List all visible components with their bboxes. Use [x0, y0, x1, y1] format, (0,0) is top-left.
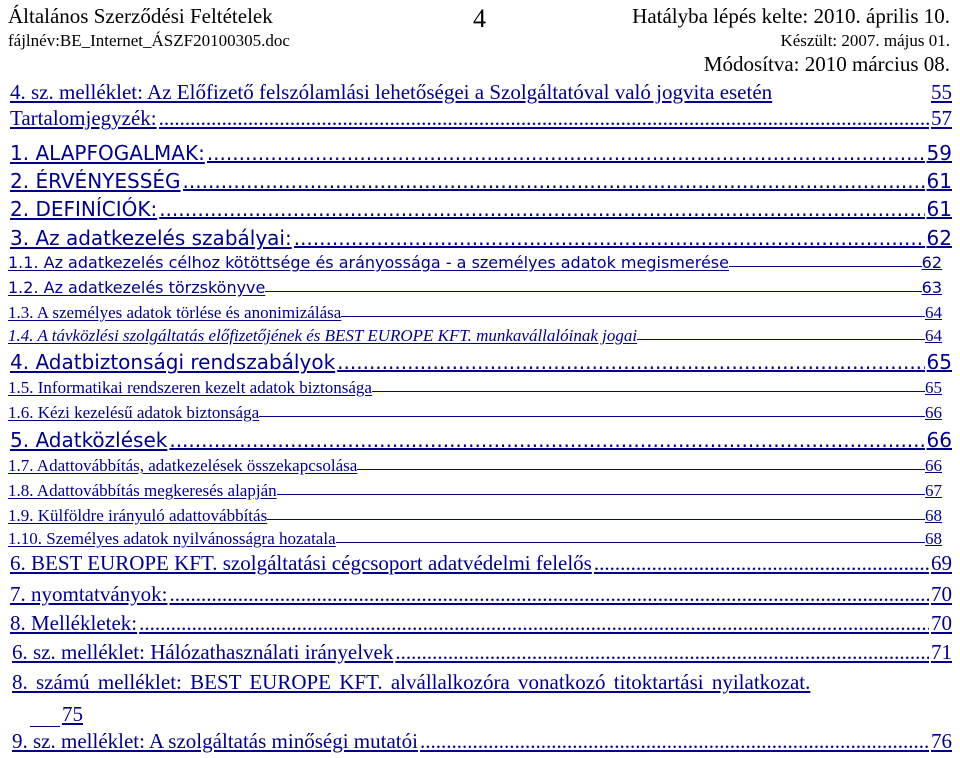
- toc-entry-page: 71: [931, 640, 952, 664]
- document-title: Általános Szerződési Feltételek: [8, 4, 273, 28]
- toc-entry-title: 1.7. Adattovábbítás, adatkezelések összekapcsolása: [8, 456, 358, 475]
- toc-entry[interactable]: [0, 530, 960, 547]
- toc-entry[interactable]: [0, 82, 960, 103]
- toc-entry-page: 66: [925, 403, 942, 422]
- toc-entry-page: 61: [926, 197, 952, 221]
- toc-entry-title: 9. sz. melléklet: A szolgáltatás minőségi mutatói: [12, 729, 418, 753]
- toc-entry-title: 2. ÉRVÉNYESSÉG: [10, 169, 181, 193]
- toc-leader-dots: [183, 171, 925, 191]
- toc-leader-dots: [294, 228, 925, 248]
- toc-entry[interactable]: [0, 613, 960, 634]
- toc-entry-title: 1.3. A személyes adatok törlése és anonimizálása: [8, 303, 342, 322]
- toc-entry-title: 6. sz. melléklet: Hálózathasználati irányelvek: [12, 640, 394, 664]
- toc-entry-page: 64: [925, 303, 942, 322]
- toc-entry[interactable]: [0, 404, 960, 421]
- toc-entry-title: 1.9. Külföldre irányuló adattovábbítás: [8, 506, 268, 525]
- toc-entry-page: 70: [931, 582, 952, 606]
- toc-entry[interactable]: [0, 482, 960, 499]
- toc-entry-page: 70: [931, 611, 952, 635]
- toc-entry-page: 55: [931, 80, 952, 104]
- toc-leader-dots: [159, 199, 924, 219]
- toc-leader-line: [30, 726, 60, 727]
- toc-entry-page: 75: [62, 702, 83, 726]
- toc-entry-page: 68: [925, 529, 942, 548]
- toc-entry-page: 63: [921, 278, 942, 297]
- toc-entry-title: 8. Mellékletek:: [10, 611, 138, 635]
- toc-entry[interactable]: [0, 379, 960, 396]
- toc-entry-page-wrapped[interactable]: [30, 702, 83, 727]
- toc-entry[interactable]: [0, 584, 960, 605]
- created-date: Készült: 2007. május 01.: [780, 31, 950, 50]
- toc-entry[interactable]: [0, 672, 960, 693]
- toc-entry-title: 2. DEFINÍCIÓK:: [10, 197, 158, 221]
- toc-entry-page: 61: [926, 169, 952, 193]
- toc-entry-page: 67: [925, 481, 942, 500]
- toc-entry[interactable]: [0, 228, 960, 248]
- toc-entry-title: 4. sz. melléklet: Az Előfizető felszólamlási lehetőségei a Szolgáltatóval való jogvita esetén: [10, 80, 773, 104]
- toc-entry-page: 64: [925, 326, 942, 345]
- toc-entry-title: Tartalomjegyzék:: [10, 106, 157, 130]
- toc-leader-dots: [395, 642, 929, 663]
- toc-entry-title: 1. ALAPFOGALMAK:: [10, 141, 205, 165]
- toc-leader-dots: [337, 352, 924, 372]
- toc-entry[interactable]: [0, 280, 960, 296]
- toc-entry[interactable]: [0, 143, 960, 163]
- toc-entry[interactable]: [0, 304, 960, 321]
- toc-entry-title: 1.4. A távközlési szolgáltatás előfizetőjének és BEST EUROPE KFT. munkavállalóinak jogai: [8, 326, 638, 345]
- toc-entry-page: 62: [926, 226, 952, 250]
- toc-entry-page: 65: [925, 378, 942, 397]
- toc-entry-title: 1.6. Kézi kezelésű adatok biztonsága: [8, 403, 260, 422]
- toc-entry-page: 76: [931, 729, 952, 753]
- toc-entry-title: 1.2. Az adatkezelés törzskönyve: [8, 278, 266, 297]
- toc-entry-page: 65: [926, 350, 952, 374]
- toc-entry-title: 5. Adatközlések: [10, 428, 168, 452]
- toc-entry-title: 4. Adatbiztonsági rendszabályok: [10, 350, 336, 374]
- toc-entry[interactable]: [0, 255, 960, 271]
- toc-entry-page: 68: [925, 506, 942, 525]
- toc-entry[interactable]: [0, 457, 960, 474]
- toc-entry-title: 1.5. Informatikai rendszeren kezelt adatok biztonsága: [8, 378, 372, 397]
- toc-entry-title: 7. nyomtatványok:: [10, 582, 168, 606]
- toc-entry[interactable]: [0, 327, 960, 344]
- toc-entry[interactable]: [0, 108, 960, 129]
- effective-date: Hatályba lépés kelte: 2010. április 10.: [632, 4, 950, 28]
- modified-date: Módosítva: 2010 március 08.: [703, 52, 950, 76]
- toc-entry[interactable]: [0, 199, 960, 219]
- page-number: 4: [473, 4, 486, 33]
- toc-entry-page: 69: [931, 551, 952, 575]
- toc-leader-dots: [169, 430, 924, 450]
- toc-entry[interactable]: [0, 507, 960, 524]
- toc-leader-dots: [420, 731, 929, 752]
- toc-entry[interactable]: [0, 171, 960, 191]
- toc-entry-page: 66: [926, 428, 952, 452]
- toc-entry[interactable]: [0, 553, 960, 574]
- toc-entry[interactable]: [0, 430, 960, 450]
- toc-leader-dots: [139, 613, 929, 634]
- toc-leader-dots: [159, 108, 929, 129]
- toc-entry-page: 66: [925, 456, 942, 475]
- toc-leader-dots: [594, 553, 929, 574]
- toc-entry-title: 1.1. Az adatkezelés célhoz kötöttsége és arányossága - a személyes adatok megismerése: [8, 253, 729, 272]
- toc-leader-dots: [207, 143, 925, 163]
- toc-leader-dots: [169, 584, 929, 605]
- toc-entry-title: 8. számú melléklet: BEST EUROPE KFT. alvállalkozóra vonatkozó titoktartási nyilatkozat.: [12, 670, 811, 694]
- file-name: fájlnév:BE_Internet_ÁSZF20100305.doc: [8, 31, 290, 50]
- toc-entry[interactable]: [0, 642, 960, 663]
- toc-entry-page: 62: [921, 253, 942, 272]
- toc-entry-page: 59: [926, 141, 952, 165]
- toc-entry[interactable]: [0, 731, 960, 752]
- toc-entry-title: 1.10. Személyes adatok nyilvánosságra hozatala: [8, 529, 336, 548]
- toc-entry[interactable]: [0, 352, 960, 372]
- toc-entry-title: 6. BEST EUROPE KFT. szolgáltatási cégcsoport adatvédelmi felelős: [10, 551, 592, 575]
- toc-entry-page: 57: [931, 106, 952, 130]
- toc-entry-title: 3. Az adatkezelés szabályai:: [10, 226, 292, 250]
- toc-entry-title: 1.8. Adattovábbítás megkeresés alapján: [8, 481, 277, 500]
